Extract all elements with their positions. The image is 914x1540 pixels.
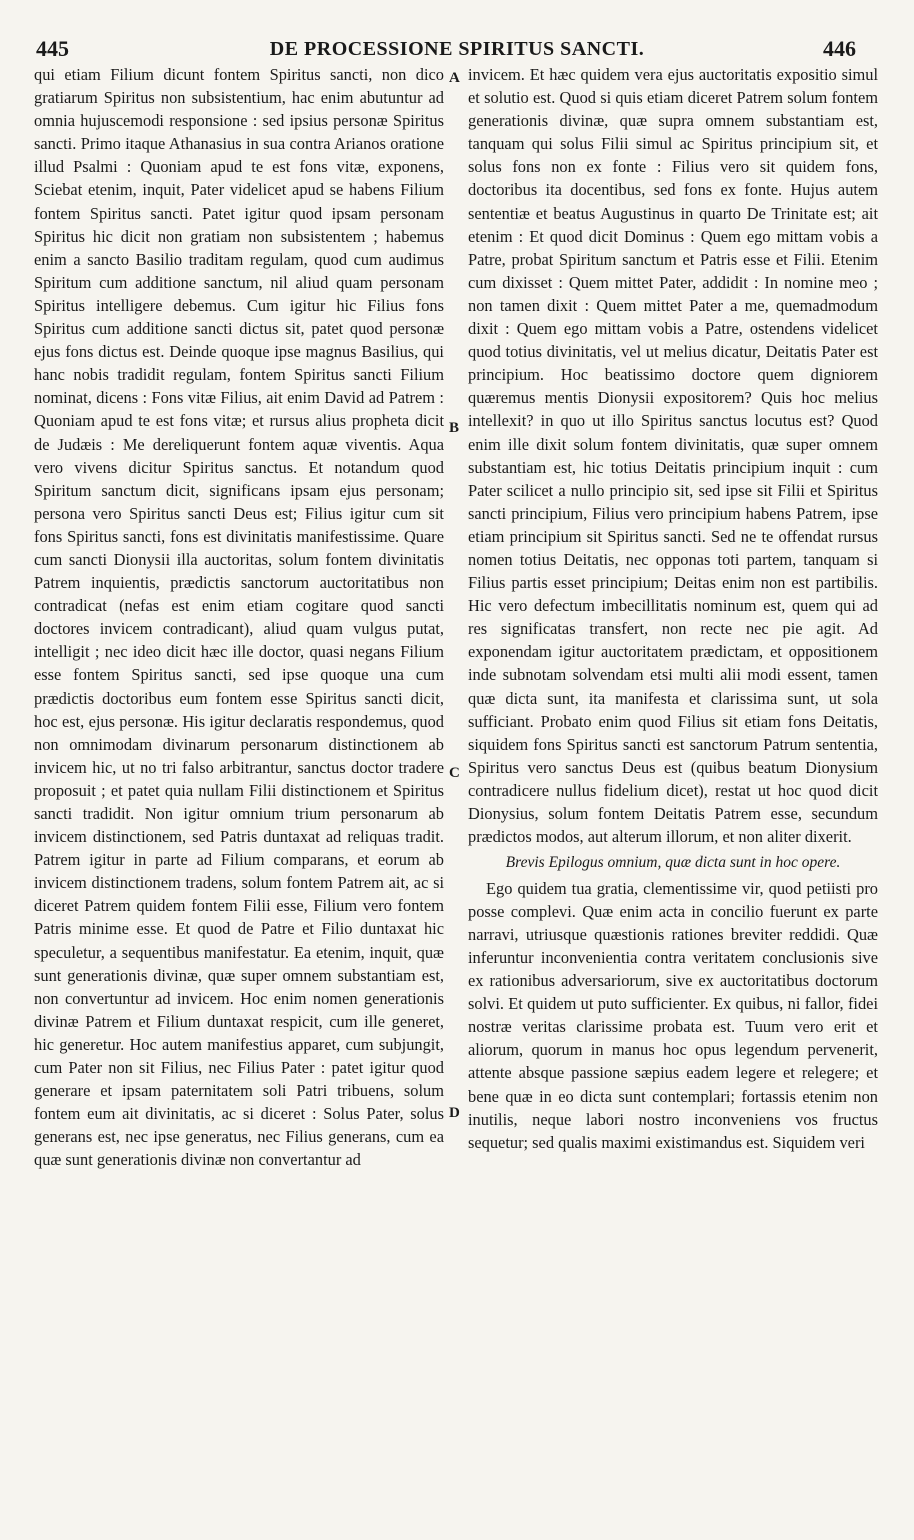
page-header	[30, 36, 884, 62]
section-marker-c: C	[449, 765, 460, 781]
section-marker-b: B	[449, 420, 460, 436]
page-number-left: 445	[36, 36, 69, 61]
left-column	[34, 63, 444, 1172]
section-marker-a: A	[449, 70, 460, 86]
page-number-right: 446	[823, 36, 856, 61]
right-column	[468, 63, 878, 1154]
section-marker-d: D	[449, 1105, 460, 1121]
running-title: DE PROCESSIONE SPIRITUS SANCTI.	[269, 38, 645, 60]
epilogue-text: Ego quidem tua gratia, clementissime vir, quod petiisti pro posse complevi. Quæ enim acta in concilio fuerunt ex parte narravi, utriusque quæstionis rationes breviter reddidi. Quæ inferuntur inconvenientia contra veritatem conclusionis sive ex rationibus adversariorum, sive ex auctoritatibus doctorum solvi. Et quidem ut puto sufficienter. Ex quibus, ni fallor, fidei nostræ veritas clarissime probata est. Tuum vero erit et aliorum, quorum in manus hoc opus legendum pervenerit, attente absque passione sæpius eadem legere et relegere; et bene quæ in eo dicta sunt contemplari; fortassis etenim non inutilis, neque labori nostro inconveniens vos fructus sequetur; sed qualis maximi existimandus est. Siquidem veri	[468, 878, 878, 1152]
left-column-text: qui etiam Filium dicunt fontem Spiritus sancti, non dico gratiarum Spiritus non subsistentium, hac enim abutuntur ad omnia hujuscemodi responsione : sed ipsius personæ Spiritus sancti. Primo itaque Athanasius in sua contra Arianos oratione illud Psalmi : Quoniam apud te est fons vitæ, exponens, Sciebat etenim, inquit, Pater videlicet apud se habens Filium fontem Spiritus sancti. Patet igitur quod ipsam personam Spiritus hic dicit non gratiam non subsistentem ; habemus enim a sancto Basilio traditam regulam, quod cum audimus Spiritum cum additione sanctum, nil aliud quam personam Spiritus intelligere debemus. Cum igitur hic Filius fons Spiritus cum additione sancti dictus sit, patet quod personæ ejus fons dictus est. Deinde quoque ipse magnus Basilius, qui hanc nobis tradidit regulam, fontem Spiritus sancti Filium nominat, dicens : Fons vitæ Filius, ait enim David ad Patrem : Quoniam apud te est fons vitæ; et rursus alius propheta dicit de Judæis : Me dereliquerunt fontem aquæ viventis. Aqua vero vivens dicitur Spiritus sanctus. Et notandum quod Spiritum sanctum dicit, significans ipsam ejus personam; persona vero Spiritus sancti Deus est; Filius igitur cum sit fons Spiritus sancti, fons est divinitatis manifestissime. Quare cum sancti Dionysii illa auctoritas, solum fontem divinitatis Patrem inquientis, prædictis sanctorum auctoritatibus non contradicat (nefas est enim etiam cogitare quod sancti doctores invicem contradicant), aliud quam vulgus putat, intelligit ; nec ideo dicit hæc ille doctor, quasi negans Filium esse fontem Spiritus sancti, sed ipse quoque una cum prædictis doctoribus eum fontem esse Spiritus sancti dicit, hoc est, ejus personæ. His igitur declaratis respondemus, quod non omnimodam divinarum personarum distinctionem ab invicem hic, ut no tri falso arbitrantur, sanctus doctor tradere proposuit ; et patet quia nullam Filii distinctionem et Spiritus sancti tradidit. Non igitur omnium trium personarum ab invicem distinctionem, sed Patris duntaxat ad reliquas tradit. Patrem igitur in parte ad Filium comparans, et eorum ab invicem distinctionem tradens, solum fontem Patrem ait, ac si diceret Patrem quidem fontem Filii esse, Filium vero fontem Patris minime esse. Et quod de Patre et Filio duntaxat hic speculetur, a sequentibus manifestatur. Ea etenim, inquit, quæ sunt generationis divinæ, quæ super omnem substantiam est, non convertuntur ad invicem. Hoc enim nomen generationis divinæ Patrem et Filium duntaxat respicit, cum ille generet, hic generetur. Hoc autem manifestius apparet, cum subjungit, cum Pater non sit Filius, nec Filius Pater : patet igitur quod generare et ipsam paternitatem soli Patri tribuens, solum fontem eum ait divinitatis, ac si diceret : Solus Pater, solus generans est, nec ipse generatus, nec Filius generans, cum ea quæ sunt generationis divinæ non convertantur ad	[34, 65, 444, 1170]
epilogue-heading: Brevis Epilogus omnium, quæ dicta sunt in hoc opere.	[505, 854, 841, 872]
right-column-text: invicem. Et hæc quidem vera ejus auctoritatis expositio simul et solutio est. Quod si quis etiam diceret Patrem solum fontem generationis divinæ, quæ supra omnem substantiam est, tanquam qui solus Filii simul ac Spiritus principium sit, et solus fons non ex fonte : Filius vero sit quidem fons, doctoribus ita docentibus, sed fons ex fonte. Hujus autem sententiæ et beatus Augustinus in quarto De Trinitate est; ait etenim : Et quod dicit Dominus : Quem ego mittam vobis a Patre, probat Spiritum sanctum et Patris esse et Filii. Etenim cum dixisset : Quem mittet Pater, addidit : In nomine meo ; non tamen dixit : Quem mittet Pater a me, quemadmodum dixit : Quem ego mittam vobis a Patre, ostendens videlicet quod totius divinitatis, vel ut melius dicatur, Deitatis Pater est principium. Hoc beatissimo doctore quem digniorem quæremus mentis Dionysii expositorem? Quis hoc melius intellexit? in quo ut illo Spiritus sanctus locutus est? Quod enim ille dixit solum fontem divinitatis, quæ super omnem substantiam est, hic totius Deitatis principium inquit : cum Pater scilicet a nullo principio sit, sed ipse sit Filii et Spiritus sancti principium, Filius vero principium habens Patrem, ipse etiam principium sit Spiritus sancti. Sed ne te offendat rursus nomen totius Deitatis, nec opponas toti partem, tanquam si Filius partis esset principium; Deitas enim non est partibilis. Hic vero defectum imbecillitatis nominum est, quem qui ad res significatas transfert, non recte nec pie agit. Ad exponendam igitur auctoritatem prædictam, et oppositionem inde subnotam solvendam etsi multi alii modi essent, tamen quæ dicta sunt, ita manifesta et clarissima sunt, ut sola sufficiant. Probato enim quod Filius sit etiam fons Deitatis, siquidem fons Spiritus sancti est sanctorum Patrum sententia, Spiritus vero sanctus Deus est (quibus beatum Dionysium contradicere nullus fidelium dicet), restat ut hoc quod dicit Dionysius, solum fontem Deitatis Patrem esse, secundum prædictos modos, aut alterum illorum, et non aliter dixerit.	[468, 65, 878, 847]
